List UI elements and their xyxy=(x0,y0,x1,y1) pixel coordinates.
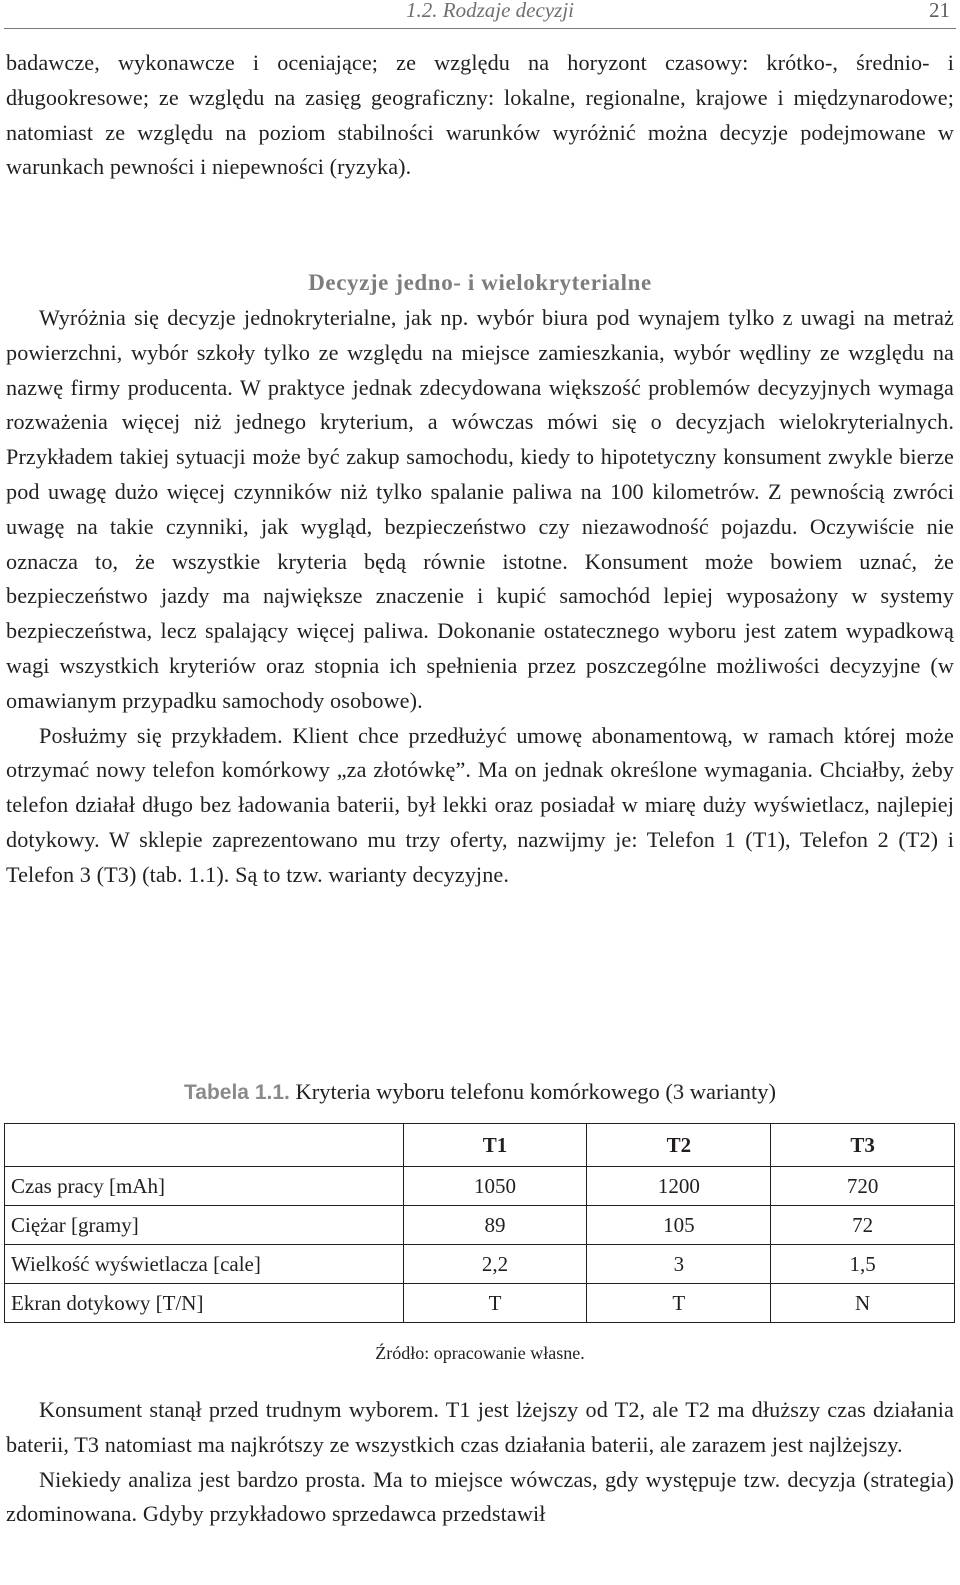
paragraph-intro: badawcze, wykonawcze i oceniające; ze względu na horyzont czasowy: krótko-, średnio- i długookresowe; ze względu na zasięg geograficzny: lokalne, regionalne, krajowe i międzynarodowe; natomiast ze względu na poziom stabilności warunków wyróżnić można decyzje podejmowane w warunkach pewności i niepewności (ryzyka). xyxy=(6,50,954,180)
intro-text-block xyxy=(6,46,954,185)
table-caption xyxy=(0,1079,960,1105)
running-header xyxy=(4,0,956,29)
table-caption-text: Kryteria wyboru telefonu komórkowego (3 warianty) xyxy=(289,1079,776,1104)
criteria-table xyxy=(4,1123,955,1323)
table-source-note: Źródło: opracowanie własne. xyxy=(375,1343,585,1363)
table-row-label: Ciężar [gramy] xyxy=(5,1206,404,1245)
table-cell: 1050 xyxy=(403,1167,587,1206)
table-row-label: Wielkość wyświetlacza [cale] xyxy=(5,1245,404,1284)
paragraph-2: Posłużmy się przykładem. Klient chce przedłużyć umowę abonamentową, w ramach której może otrzymać nowy telefon komórkowy „za złotówkę”. Ma on jednak określone wymagania. Chciałby, żeby telefon działał długo bez ładowania baterii, był lekki oraz posiadał w miarę duży wyświetlacz, najlepiej dotykowy. W sklepie zaprezentowano mu trzy oferty, nazwijmy je: Telefon 1 (T1), Telefon 2 (T2) i Telefon 3 (T3) (tab. 1.1). Są to tzw. warianty decyzyjne. xyxy=(6,722,954,887)
table-header-cell: T3 xyxy=(771,1124,955,1167)
table-cell: 1200 xyxy=(587,1167,771,1206)
table-cell: N xyxy=(771,1284,955,1323)
table-cell: 72 xyxy=(771,1206,955,1245)
closing-text-block xyxy=(6,1393,954,1532)
header-page-number: 21 xyxy=(929,0,950,22)
table-row xyxy=(5,1167,955,1206)
table-cell: 2,2 xyxy=(403,1245,587,1284)
table-cell: T xyxy=(403,1284,587,1323)
table-header-cell: T2 xyxy=(587,1124,771,1167)
header-section-title: 1.2. Rodzaje decyzji xyxy=(406,0,574,22)
table-cell: T xyxy=(587,1284,771,1323)
table-caption-label: Tabela 1.1. xyxy=(184,1081,290,1104)
paragraph-1: Wyróżnia się decyzje jednokryterialne, jak np. wybór biura pod wynajem tylko z uwagi na metraż powierzchni, wybór szkoły tylko ze względu na miejsce zamieszkania, wybór wędliny ze względu na nazwę firmy producenta. W praktyce jednak zdecydowana większość problemów decyzyjnych wymaga rozważenia więcej niż jednego kryterium, a wówczas mówi się o decyzjach wielokryterialnych. Przykładem takiej sytuacji może być zakup samochodu, kiedy to hipotetyczny konsument zwykle bierze pod uwagę dużo więcej czynników niż tylko spalanie paliwa na 100 kilometrów. Z pewnością zwróci uwagę na takie czynniki, jak wygląd, bezpieczeństwo czy niezawodność pojazdu. Oczywiście nie oznacza to, że wszystkie kryteria będą równie istotne. Konsument może bowiem uznać, że bezpieczeństwo jazdy ma największe znaczenie i kupić samochód lepiej wyposażony w systemy bezpieczeństwa, lecz spalający więcej paliwa. Dokonanie ostatecznego wyboru jest zatem wypadkową wagi wszystkich kryteriów oraz stopnia ich spełnienia przez poszczególne możliwości decyzyjne (w omawianym przypadku samochody osobowe). xyxy=(6,305,954,713)
paragraph-3: Konsument stanął przed trudnym wyborem. T1 jest lżejszy od T2, ale T2 ma dłuższy czas działania baterii, T3 natomiast ma najkrótszy ze wszystkich czas działania baterii, ale zarazem jest najlżejszy. xyxy=(6,1397,954,1457)
section-heading: Decyzje jedno- i wielokryterialne xyxy=(308,270,652,295)
table-row xyxy=(5,1284,955,1323)
paragraph-4: Niekiedy analiza jest bardzo prosta. Ma to miejsce wówczas, gdy występuje tzw. decyzja (strategia) zdominowana. Gdyby przykładowo sprzedawca przedstawił xyxy=(6,1466,954,1527)
table-row xyxy=(5,1245,955,1284)
table-header-cell xyxy=(5,1124,404,1167)
table-header-cell: T1 xyxy=(403,1124,587,1167)
table-cell: 1,5 xyxy=(771,1245,955,1284)
body-text-block xyxy=(6,301,954,893)
table-row xyxy=(5,1206,955,1245)
table-row-label: Ekran dotykowy [T/N] xyxy=(5,1284,404,1323)
table-row-label: Czas pracy [mAh] xyxy=(5,1167,404,1206)
table-cell: 3 xyxy=(587,1245,771,1284)
table-cell: 105 xyxy=(587,1206,771,1245)
table-cell: 89 xyxy=(403,1206,587,1245)
table-header-row xyxy=(5,1124,955,1167)
table-cell: 720 xyxy=(771,1167,955,1206)
